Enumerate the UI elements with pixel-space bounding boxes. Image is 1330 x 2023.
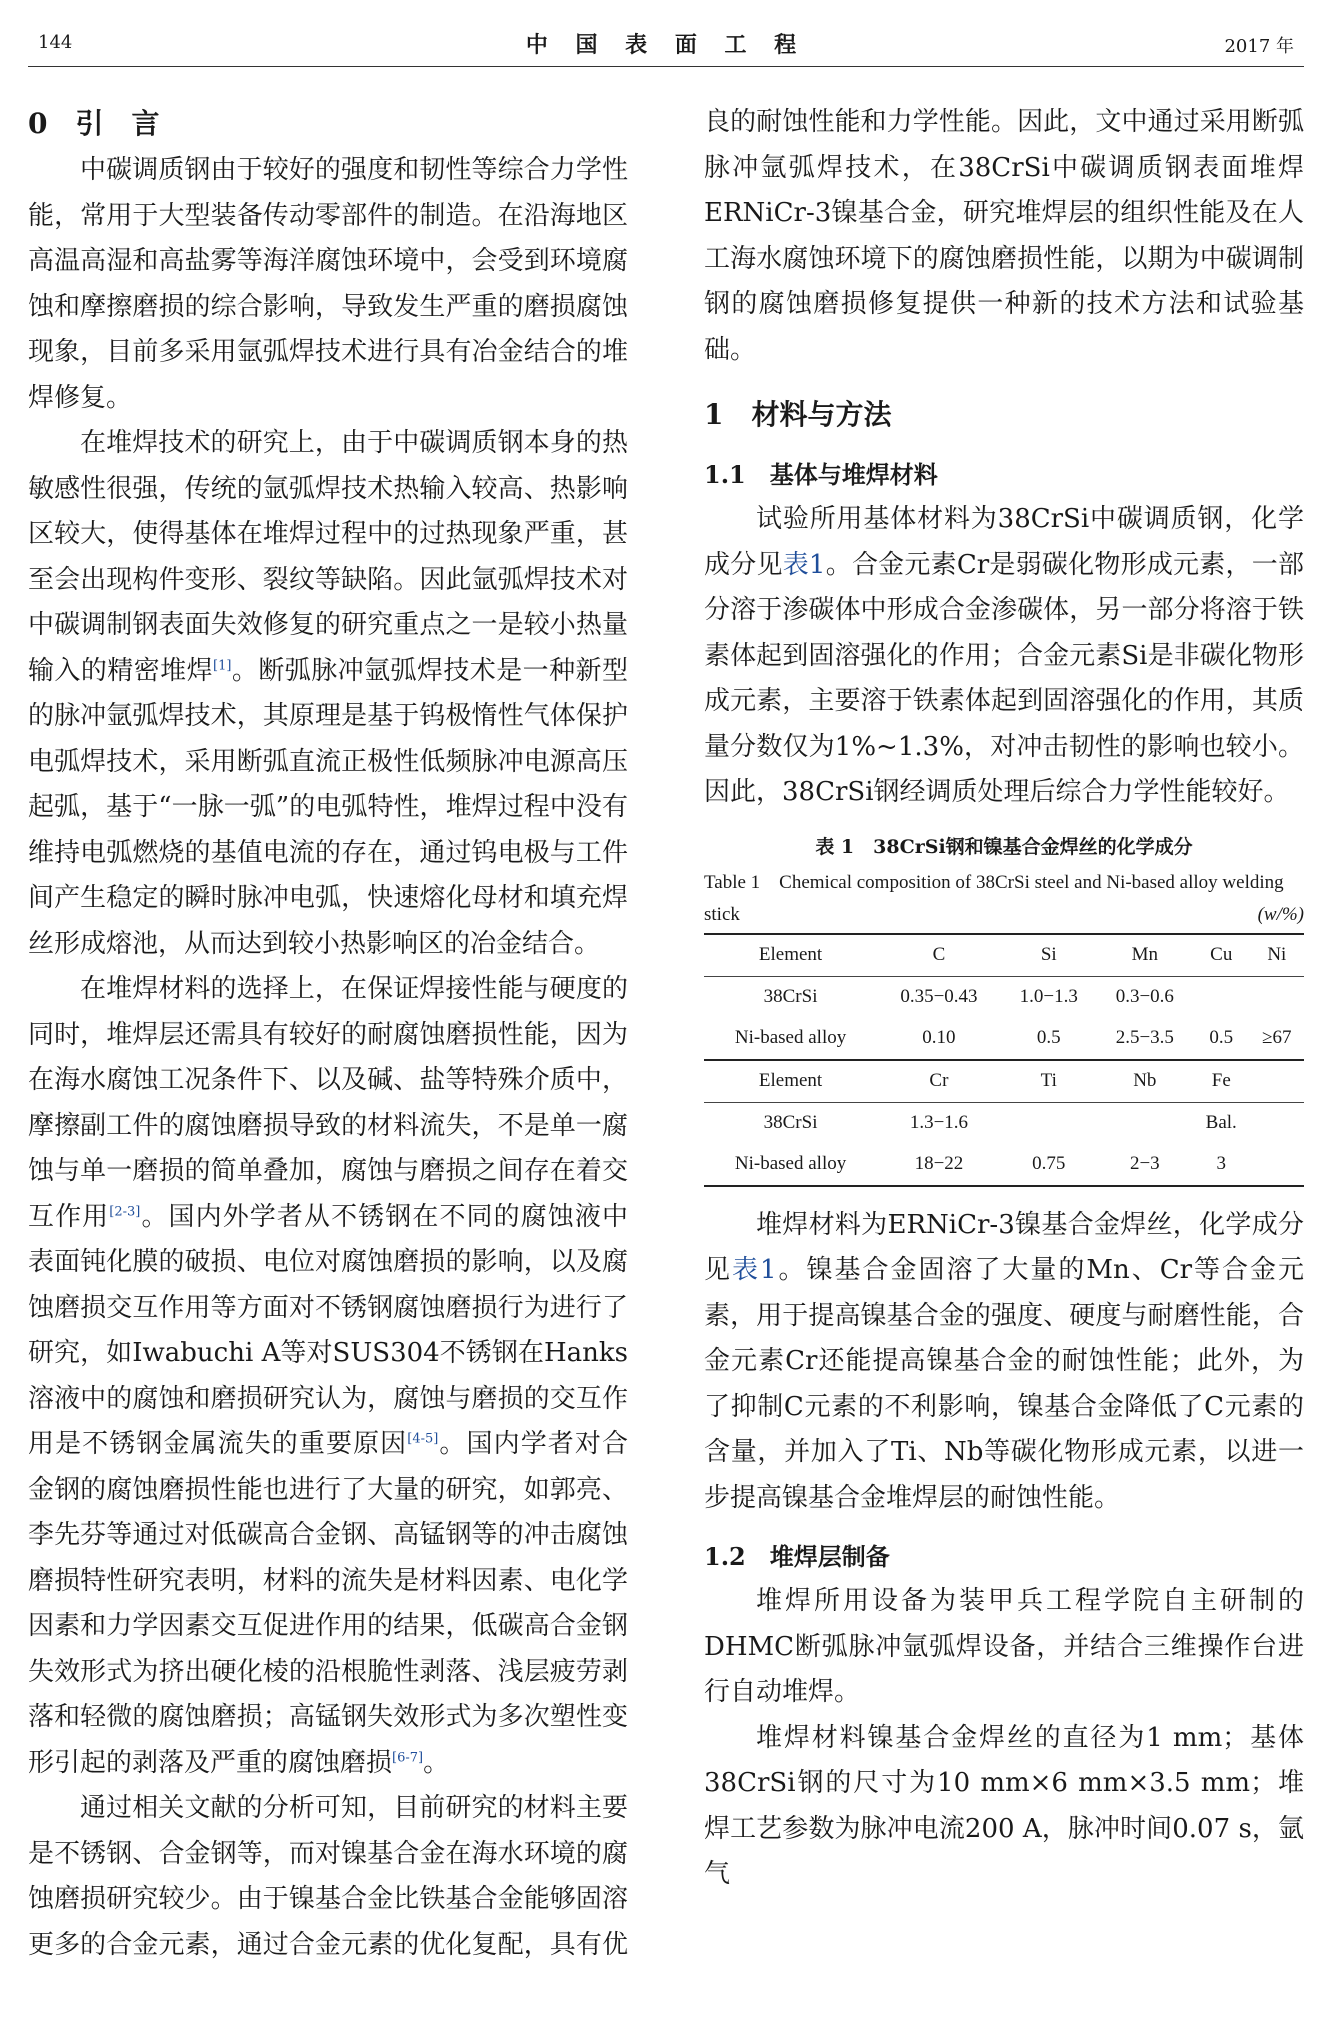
right-column — [704, 100, 1304, 1898]
table-1-caption: 表 1 38CrSi钢和镍基合金焊丝的化学成分 — [815, 835, 1193, 858]
table-1-unit: (w/%) — [1257, 903, 1304, 925]
intro-heading: 0 引 言 — [28, 107, 160, 140]
table-header-row: Element Cr Ti Nb Fe — [704, 1060, 1304, 1103]
table-1-caption-en: Table 1 Chemical composition of 38CrSi steel and Ni-based alloy welding stick (w/%) — [704, 867, 1304, 931]
section-1-heading: 1 材料与方法 — [704, 398, 892, 431]
citation-2-3[interactable]: [2-3] — [109, 1203, 141, 1219]
intro-paragraph-2: 在堆焊技术的研究上，由于中碳调质钢本身的热敏感性很强，传统的氩弧焊技术热输入较高、热影响区较大，使得基体在堆焊过程中的过热现象严重，甚至会出现构件变形、裂纹等缺陷。因此氩弧焊技术对中碳调制钢表面失效修复的研究重点之一是较小热量输入的精密堆焊[1]。断弧脉冲氩弧焊技术是一种新型的脉冲氩弧焊技术，其原理是基于钨极惰性气体保护电弧焊技术，采用断弧直流正极性低频脉冲电源高压起弧，基于“一脉一弧”的电弧特性，堆焊过程中没有维持电弧燃烧的基值电流的存在，通过钨电极与工件间产生稳定的瞬时脉冲电弧，快速熔化母材和填充焊丝形成熔池，从而达到较小热影响区的冶金结合。 — [28, 428, 628, 959]
intro-paragraph-4-continued-text: 良的耐蚀性能和力学性能。因此，文中通过采用断弧脉冲氩弧焊技术，在38CrSi中碳调质钢表面堆焊ERNiCr-3镍基合金，研究堆焊层的组织性能及在人工海水腐蚀环境下的腐蚀磨损性能，以期为中碳调制钢的腐蚀磨损修复提供一种新的技术方法和试验基础。 — [704, 107, 1304, 365]
table-row: 38CrSi 0.35−0.43 1.0−1.3 0.3−0.6 — [704, 976, 1304, 1018]
intro-paragraph-4-continued — [704, 100, 1304, 373]
intro-paragraph-3: 在堆焊材料的选择上，在保证焊接性能与硬度的同时，堆焊层还需具有较好的耐腐蚀磨损性能，因为在海水腐蚀工况条件下、以及碱、盐等特殊介质中，摩擦副工件的腐蚀磨损导致的材料流失，不是单一腐蚀与单一磨损的简单叠加，腐蚀与磨损之间存在着交互作用[2-3]。国内外学者从不锈钢在不同的腐蚀液中表面钝化膜的破损、电位对腐蚀磨损的影响，以及腐蚀磨损交互作用等方面对不锈钢腐蚀磨损行为进行了研究，如Iwabuchi A等对SUS304不锈钢在Hanks溶液中的腐蚀和磨损研究认为，腐蚀与磨损的交互作用是不锈钢金属流失的重要原因[4-5]。国内学者对合金钢的腐蚀磨损性能也进行了大量的研究，如郭亮、李先芬等通过对低碳高合金钢、高锰钢等的冲击腐蚀磨损特性研究表明，材料的流失是材料因素、电化学因素和力学因素交互促进作用的结果，低碳高合金钢失效形式为挤出硬化棱的沿根脆性剥落、浅层疲劳剥落和轻微的腐蚀磨损；高锰钢失效形式为多次塑性变形引起的剥落及严重的腐蚀磨损[6-7]。 — [28, 974, 628, 1778]
publication-year: 2017 年 — [1224, 36, 1294, 57]
citation-4-5[interactable]: [4-5] — [407, 1431, 439, 1447]
section-1-1-heading: 1.1 基体与堆焊材料 — [704, 460, 938, 489]
table-1 — [704, 933, 1304, 1187]
intro-paragraph-4: 通过相关文献的分析可知，目前研究的材料主要是不锈钢、合金钢等，而对镍基合金在海水环境的腐蚀磨损研究较少。由于镍基合金比铁基合金能够固溶更多的合金元素，通过合金元素的优化复配，具有优 — [28, 1793, 628, 1960]
citation-1[interactable]: [1] — [213, 657, 232, 673]
table-row: 38CrSi 1.3−1.6 Bal. — [704, 1102, 1304, 1144]
table-header-row: Element C Si Mn Cu Ni — [704, 934, 1304, 977]
section-1-2-paragraph-2: 堆焊材料镍基合金焊丝的直径为1 mm；基体38CrSi钢的尺寸为10 mm×6 mm×3.5 mm；堆焊工艺参数为脉冲电流200 A，脉冲时间0.07 s，氩气 — [704, 1722, 1304, 1889]
section-1-1-paragraph-1: 试验所用基体材料为38CrSi中碳调质钢，化学成分见表1。合金元素Cr是弱碳化物形成元素，一部分溶于渗碳体中形成合金渗碳体，另一部分将溶于铁素体起到固溶强化的作用；合金元素Si是非碳化物形成元素，主要溶于铁素体起到固溶强化的作用，其质量分数仅为1%~1.3%，对冲击韧性的影响也较小。因此，38CrSi钢经调质处理后综合力学性能较好。 — [704, 504, 1304, 807]
page-header — [28, 26, 1304, 67]
left-column — [28, 100, 628, 1968]
table-row: Ni-based alloy 0.10 0.5 2.5−3.5 0.5 ≥67 — [734, 1027, 1292, 1048]
section-1-2-heading: 1.2 堆焊层制备 — [704, 1542, 890, 1571]
table-1-link-2[interactable]: 表1 — [732, 1255, 777, 1285]
section-1-1-paragraph-2: 堆焊材料为ERNiCr-3镍基合金焊丝，化学成分见表1。镍基合金固溶了大量的Mn、Cr等合金元素，用于提高镍基合金的强度、硬度与耐磨性能，合金元素Cr还能提高镍基合金的耐蚀性能；此外，为了抑制C元素的不利影响，镍基合金降低了C元素的含量，并加入了Ti、Nb等碳化物形成元素，以进一步提高镍基合金堆焊层的耐蚀性能。 — [704, 1209, 1304, 1513]
section-1-2-paragraph-1: 堆焊所用设备为装甲兵工程学院自主研制的DHMC断弧脉冲氩弧焊设备，并结合三维操作台进行自动堆焊。 — [704, 1586, 1304, 1707]
table-1-link[interactable]: 表1 — [782, 549, 826, 580]
table-row: Ni-based alloy 18−22 0.75 2−3 3 — [704, 1144, 1304, 1186]
page-number: 144 — [38, 32, 73, 53]
intro-paragraph-1: 中碳调质钢由于较好的强度和韧性等综合力学性能，常用于大型装备传动零部件的制造。在沿海地区高温高湿和高盐雾等海洋腐蚀环境中，会受到环境腐蚀和摩擦磨损的综合影响，导致发生严重的磨损腐蚀现象，目前多采用氩弧焊技术进行具有冶金结合的堆焊修复。 — [28, 155, 628, 413]
citation-6-7[interactable]: [6-7] — [392, 1749, 424, 1765]
journal-title: 中 国 表 面 工 程 — [525, 32, 807, 58]
